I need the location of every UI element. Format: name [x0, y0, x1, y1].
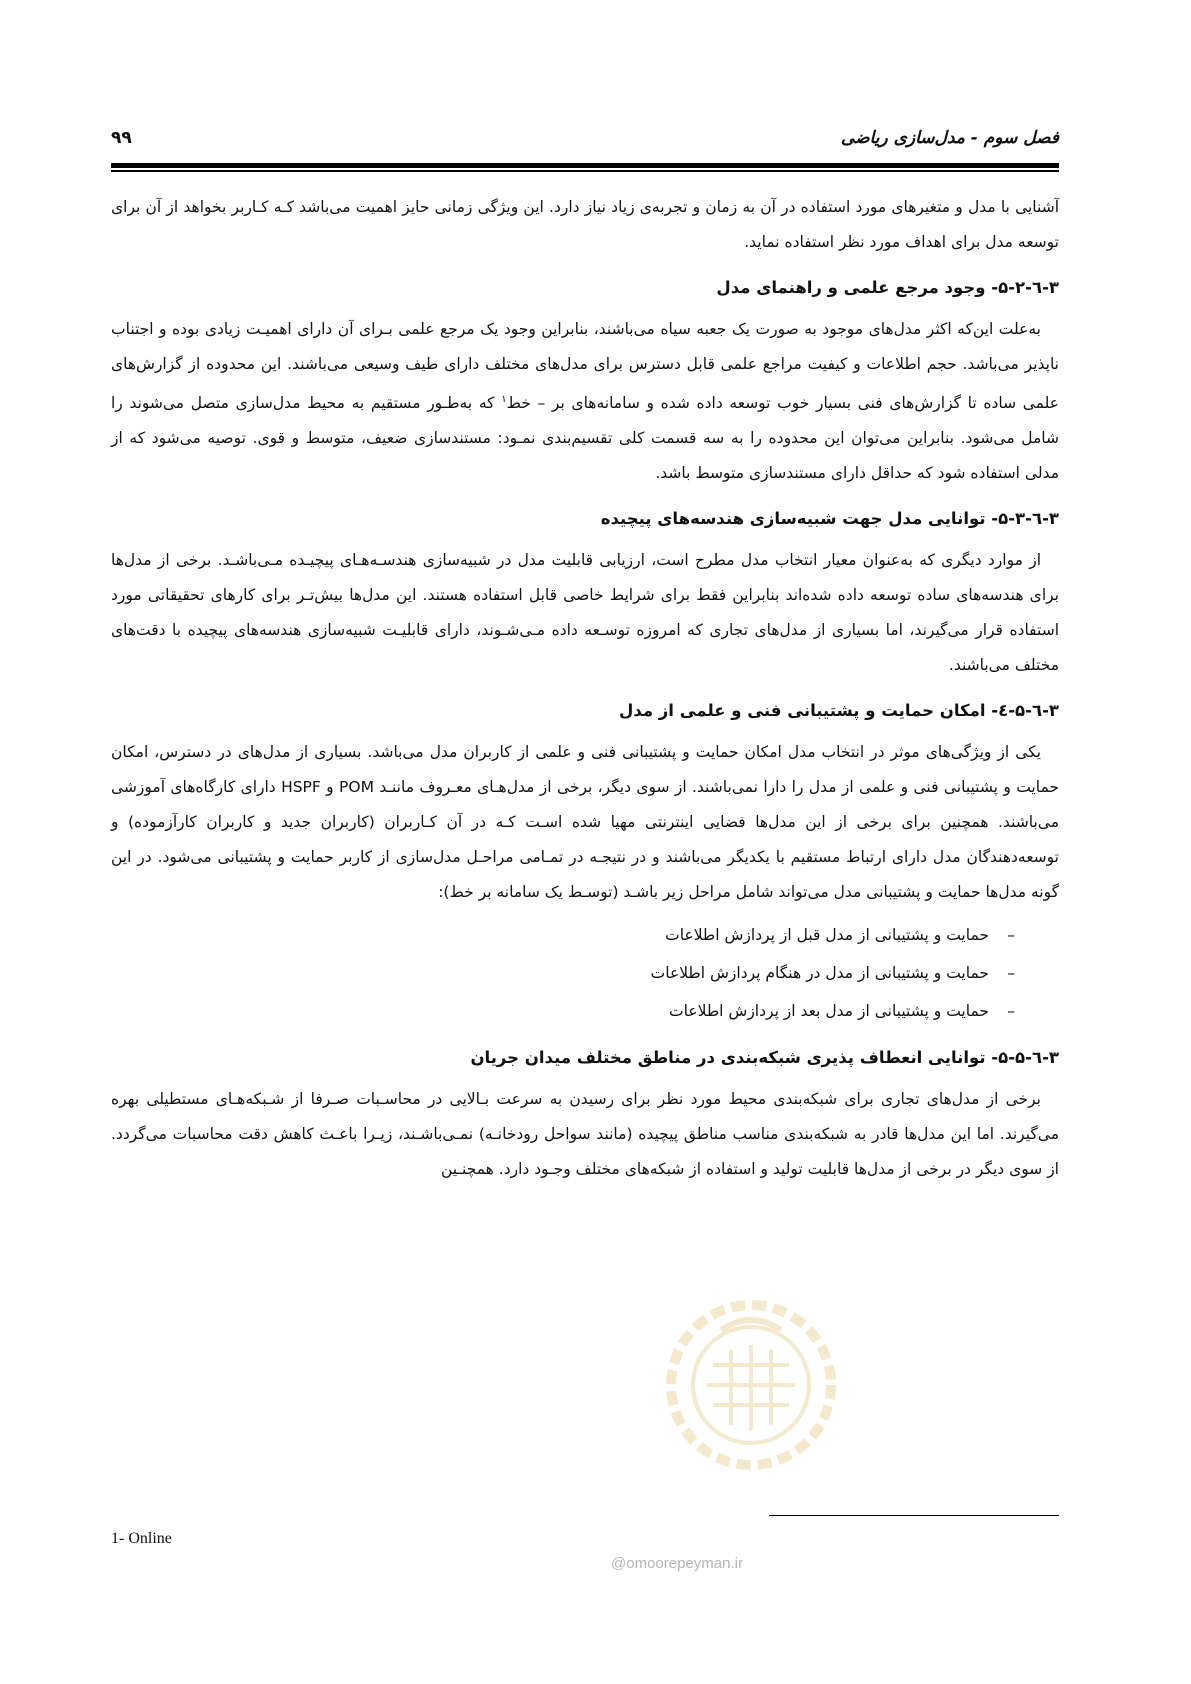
document-page: [111, 0, 1059, 1684]
header-rule-thick: [111, 163, 1059, 168]
page-number: ۹۹: [111, 128, 132, 148]
section-paragraph-2: [111, 312, 1059, 491]
bullet-dash: –: [1007, 1002, 1015, 1021]
paragraph-text: به‌علت این‌که اکثر مدل‌های موجود به صورت یک جعبه سیاه می‌باشند، بنابراین وجود یک مرجع علمی بـرای آن دارای اهمیـت زیادی بوده و اجتناب ناپذیر می‌باشد. حجم اطلاعات و کیفیت مراجع علمی قابل دسترس برای مدل‌های مختلف دارای طیف وسیعی می‌باشند. این محدوده از گزارش‌های علمی ساده تا گزارش‌های فنی بسیار خوب توسعه داده شده و سامانه‌های بر – خط: [111, 320, 1059, 413]
body-content: [111, 190, 1059, 1193]
section-heading-3: ۳-٦-۵-۳- توانایی مدل جهت شبیه‌سازی هندسه‌های پیچیده: [600, 509, 1059, 529]
watermark-url: @omoorepeyman.ir: [611, 1555, 743, 1572]
paragraph-text: که به‌طـور مستقیم به محیط مدل‌سازی متصل می‌شوند را شامل می‌شود. بنابراین می‌توان این محدوده را به سه قسمت کلی تقسیم‌بندی نمـود: مستندسازی ضعیف، متوسط و قوی. توصیه می‌شود که از مدلی استفاده شود که حداقل دارای مستندسازی متوسط باشد.: [111, 394, 1059, 483]
header-rule-thin: [111, 170, 1059, 172]
page-header: [111, 128, 1059, 156]
section-heading-4: ۳-٦-۵-٤- امکان حمایت و پشتیبانی فنی و علمی از مدل: [619, 701, 1059, 721]
intro-paragraph: آشنایی با مدل و متغیرهای مورد استفاده در آن به زمان و تجربه‌ی زیاد نیاز دارد. این ویژگی زمانی حایز اهمیت می‌باشد کـه کـاربر بخواهد از آن برای توسعه مدل برای اهداف مورد نظر استفاده نماید.: [111, 198, 1059, 251]
section-heading-2: ۳-٦-۵-۲- وجود مرجع علمی و راهنمای مدل: [716, 278, 1059, 297]
bullet-dash: –: [1007, 964, 1015, 983]
section-paragraph-3: از موارد دیگری که به‌عنوان معیار انتخاب مدل مطرح است، ارزیابی قابلیت مدل در شبیه‌سازی هندسـه‌هـای پیچیـده مـی‌باشـد. برخی از مدل‌ها برای هندسه‌های ساده توسعه داده شده‌اند بنابراین فقط برای شرایط خاصی قابل استفاده هستند. این مدل‌ها بیش‌تـر برای کارهای تحقیقاتی مورد استفاده قرار می‌گیرند، اما بسیاری از مدل‌های تجاری که امروزه توسـعه داده مـی‌شـوند، دارای قابلیـت شبیه‌سازی هندسه‌های پیچیده با دقت‌های مختلف می‌باشند.: [111, 551, 1059, 675]
bullet-dash: –: [1007, 926, 1015, 945]
section-paragraph-5: برخی از مدل‌های تجاری برای شبکه‌بندی محیط مورد نظر برای رسیدن به سرعت بـالایی در محاسـبات صـرفا از شـبکه‌هـای مستطیلی بهره می‌گیرند. اما این مدل‌ها قادر به شبکه‌بندی مناسب مناطق پیچیده (مانند سواحل رودخانـه) نمـی‌باشـند، زیـرا باعـث کاهش دقت محاسبات می‌گردد. از سوی دیگر در برخی از مدل‌ها قابلیت تولید و استفاده از شبکه‌های مختلف وجـود دارد. همچنـین: [111, 1090, 1059, 1179]
footnote-separator: [769, 1515, 1059, 1516]
publisher-logo-icon: [651, 1290, 851, 1480]
list-item: –حمایت و پشتیبانی از مدل قبل از پردازش اطلاعات: [111, 916, 1015, 954]
footnote-reference: ۱: [501, 394, 507, 405]
list-item: –حمایت و پشتیبانی از مدل بعد از پردازش اطلاعات: [111, 992, 1015, 1030]
support-stages-list: [111, 916, 1059, 1030]
footnote-text: 1- Online: [111, 1530, 172, 1547]
section-heading-5: ۳-٦-۵-۵- توانایی انعطاف پذیری شبکه‌بندی در مناطق مختلف میدان جریان: [470, 1048, 1059, 1068]
chapter-title: فصل سوم - مدل‌سازی ریاضی: [840, 128, 1059, 148]
list-item: –حمایت و پشتیبانی از مدل در هنگام پردازش اطلاعات: [111, 954, 1015, 992]
section-paragraph-4: یکی از ویژگی‌های موثر در انتخاب مدل امکان حمایت و پشتیبانی فنی و علمی از کاربران مدل می‌باشد. بسیاری از مدل‌های در دسترس، امکان حمایت و پشتیبانی فنی و علمی از مدل را دارا نمی‌باشند. از سوی دیگر، برخی از مدل‌هـای معـروف ماننـد POM و HSPF دارای کارگاه‌های آموزشی می‌باشند. همچنین برای برخی از این مدل‌ها فضایی اینترنتی مهیا شده اسـت کـه در آن کـاربران (کاربران جدید و کاربران کارآزموده) و توسعه‌دهندگان مدل دارای ارتباط مستقیم با یکدیگر می‌باشند و در نتیجـه در تمـامی مراحـل مدل‌سازی از کاربر حمایت و پشتیبانی می‌شود. در این گونه مدل‌ها حمایت و پشتیبانی مدل می‌تواند شامل مراحل زیر باشـد (توسـط یک سامانه بر خط):: [111, 743, 1059, 902]
